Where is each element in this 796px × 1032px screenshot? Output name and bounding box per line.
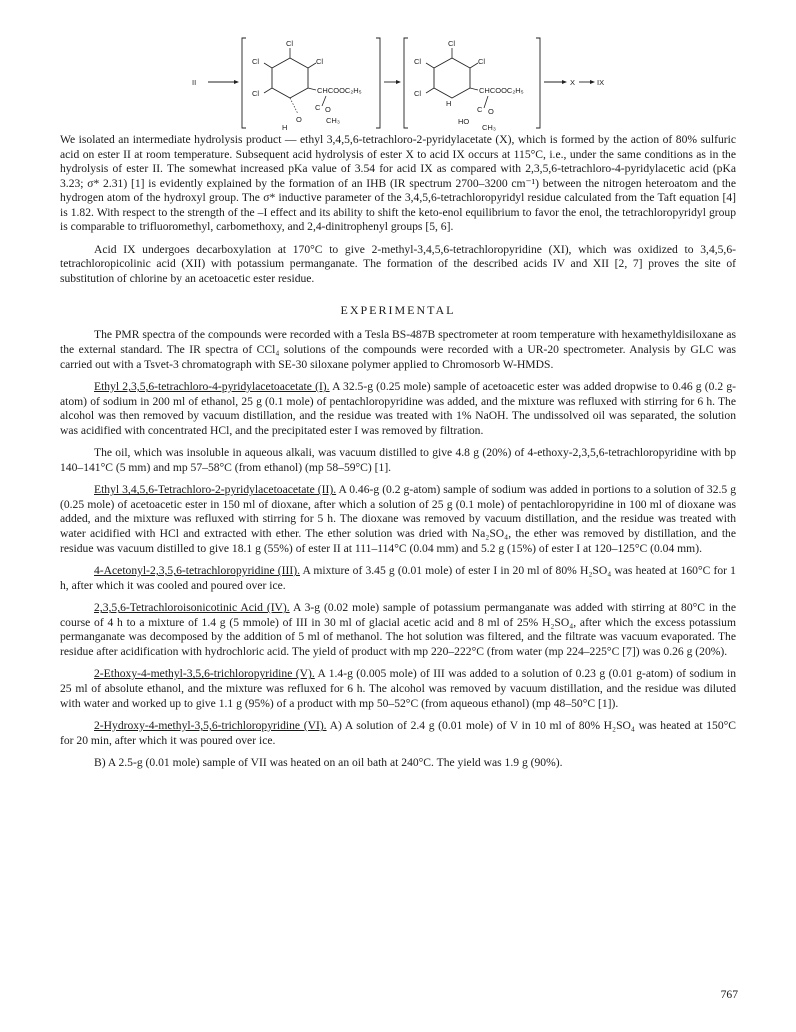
scheme-label-end: IX (597, 78, 605, 87)
compound-name-III: 4-Acetonyl-2,3,5,6-tetrachloropyridine (III). (94, 564, 300, 578)
ring1-cl-upper-left: Cl (252, 57, 260, 66)
compound-name-I: Ethyl 2,3,5,6-tetrachloro-4-pyridylacetoacetate (I). (94, 380, 330, 394)
paragraph-7 (60, 564, 736, 593)
ring1-carbonyl-o: O (325, 105, 331, 114)
ring2-cl-lower-left: Cl (414, 89, 422, 98)
ring2-ho: HO (458, 117, 470, 126)
paragraph-5: The oil, which was insoluble in aqueous alkali, was vacuum distilled to give 4.8 g (20%) of 4-ethoxy-2,3,5,6-tetrachloropyridine with bp 140–141°C (5 mm) and mp 57–58°C (from ethanol) (mp 58–59°C) [1]. (60, 446, 736, 474)
compound-name-IV: 2,3,5,6-Tetrachloroisonicotinic Acid (IV). (94, 601, 290, 615)
scheme-bracket-right-2 (536, 38, 540, 128)
reaction-scheme-drawing (190, 28, 610, 138)
paragraph-8 (60, 601, 736, 659)
ring2-cl-upper-right: Cl (478, 57, 486, 66)
ring2-enol-o: O (488, 107, 494, 116)
paragraph-8-text: A 3-g (0.02 mole) sample of potassium permanganate was added with stirring at 80°C in the course of 4 h to a mixture of 1.4 g (5 mmole) of III in 30 ml of glacial acetic acid and 8 ml of 25% H₂SO₄, after which the excess potassium permanganate was decomposed by the addition of 5 ml of methanol. The hot solution was filtered, and the filtrate was vacuum evaporated. The residue after acidification with hydrochloric acid. The yield of product with mp 220–222°C (from water (mp 224–225°C [7]) was 0.26 g (20%). (60, 601, 736, 658)
ring2-cl-upper-left: Cl (414, 57, 422, 66)
scheme-bracket-left-1 (242, 38, 246, 128)
ring1-cl-top: Cl (286, 39, 294, 48)
scheme-label-start: II (192, 78, 197, 87)
paragraph-10 (60, 719, 736, 748)
paragraph-6 (60, 483, 736, 556)
reaction-scheme (190, 28, 610, 138)
ring2-enol-c: C (477, 105, 483, 114)
ring1-h: H (282, 123, 288, 132)
ring2-substituent: CHCOOC₂H₅ (479, 86, 524, 95)
article-body (60, 133, 736, 771)
paragraph-4-text: A 32.5-g (0.25 mole) sample of acetoacetic ester was added dropwise to 0.46 g (0.2 g-atom) of sodium in 200 ml of ethanol, 25 g (0.1 mole) of pentachloropyridine was added, and the mixture was refluxed with stirring for 6 h. The alcohol was then removed by vacuum distillation, and the residue was treated with 1% NaOH. The undissolved oil was separated, the solution was acidified with concentrated HCl, and the precipitated ester I was removed by filtration. (60, 380, 736, 437)
scheme-arrowhead-1 (234, 80, 239, 84)
ring2-h: H (446, 99, 452, 108)
ring1-cl-upper-right: Cl (316, 57, 324, 66)
paragraph-11: B) A 2.5-g (0.01 mole) sample of VII was heated on an oil bath at 240°C. The yield was 1.9 g (90%). (94, 756, 563, 770)
scheme-bracket-left-2 (404, 38, 408, 128)
compound-name-V: 2-Ethoxy-4-methyl-3,5,6-trichloropyridine (V). (94, 667, 315, 681)
compound-name-VI: 2-Hydroxy-4-methyl-3,5,6-trichloropyridine (VI). (94, 719, 327, 733)
paragraph-4 (60, 380, 736, 438)
ring1-o: O (296, 115, 302, 124)
paragraph-2: Acid IX undergoes decarboxylation at 170°C to give 2-methyl-3,4,5,6-tetrachloropyridine (XI), which was oxidized to 3,4,5,6-tetrachloropicolinic acid (XII) with potassium permanganate. The formation of the described acids IV and XII [2, 7] proves the site of substitution of chlorine by an acetoacetic ester residue. (60, 242, 736, 285)
pyridine-ring-1 (272, 58, 308, 98)
ring1-methyl: CH₃ (326, 116, 340, 125)
section-heading-experimental: EXPERIMENTAL (340, 303, 456, 318)
scheme-bracket-right-1 (376, 38, 380, 128)
paragraph-9-text: A 1.4-g (0.005 mole) of III was added to a solution of 0.23 g (0.01 g-atom) of sodium in 25 ml of absolute ethanol, and the mixture was refluxed for 6 h. The alcohol was removed by vacuum distillation, and the residue was diluted with water and worked up to give 1.1 g (95%) of a product with mp 50–52°C (from aqueous ethanol) (mp 48–50°C [1]). (60, 667, 736, 710)
ring1-carbonyl-c: C (315, 103, 321, 112)
paragraph-1: We isolated an intermediate hydrolysis product — ethyl 3,4,5,6-tetrachloro-2-pyridylacetate (X), which is formed by the action of 80% sulfuric acid on ester II at room temperature. Subsequent acid hydrolysis of ester X to acid IX occurs at 115°C, i.e., under the same conditions as in the hydrolysis of ester II. The somewhat increased pKa value of 3.54 for acid IX as compared with 2,3,5,6-tetrachloro-4-pyridylacetic acid (pKa 3.23; σ* 2.31) [1] is evidently explained by the formation of an IHB (IR spectrum 2700–3200 cm⁻¹) between the nitrogen heteroatom and the hydrogen atom of the hydroxyl group. The σ* inductive parameter of the 3,4,5,6-tetrachloropyridyl residue calculated from the Taft equation [4] is 1.82. With respect to the strength of the –I effect and its ability to shift the keto-enol equilibrium to favor the enol, the tetrachloropyridyl group is comparable to trifluoromethyl, carbomethoxy, and 2,4-dinitrophenyl groups [5, 6]. (60, 133, 736, 234)
paragraph-3: The PMR spectra of the compounds were recorded with a Tesla BS-487B spectrometer at room temperature with hexamethyldisiloxane as the external standard. The IR spectra of CCl₄ solutions of the compounds were recorded with a UR-20 spectrometer. Analysis by GLC was carried out with a Tsvet-3 chromatograph with SE-30 siloxane polymer applied to Chromosorb W-HMDS. (60, 328, 736, 371)
paragraph-7-text: A mixture of 3.45 g (0.01 mole) of ester I in 20 ml of 80% H₂SO₄ was heated at 160°C for 1 h, after which it was cooled and poured over ice. (60, 564, 736, 592)
page-number: 767 (720, 988, 738, 1001)
paragraph-6-text: A 0.46-g (0.2 g-atom) sample of sodium was added in portions to a solution of 32.5 g (0.25 mole) of acetoacetic ester in 150 ml of dioxane, after which a solution of 25 g (0.1 mole) of pentachloropyridine in 100 ml of dioxane was added, and the mixture was refluxed with stirring for 5 h. The dioxane was removed by vacuum distillation, and the residue was treated with water acidified with HCl and extracted with ether. The ether solution was dried with Na₂SO₄, the ether was removed by distillation, and the residue was vacuum distilled to give 18.1 g (55%) of ester II at 111–114°C (0.04 mm) and 5.2 g (15%) of ester I at 120–125°C (0.04 mm). (60, 483, 736, 555)
ring1-substituent: CHCOOC₂H₅ (317, 86, 362, 95)
pyridine-ring-2 (434, 58, 470, 98)
scheme-label-x: X (570, 78, 576, 87)
paragraph-9 (60, 667, 736, 711)
ring2-methyl: CH₃ (482, 123, 496, 132)
paragraph-10-text: A) A solution of 2.4 g (0.01 mole) of V in 10 ml of 80% H₂SO₄ was heated at 150°C for 20 min, after which it was poured over ice. (60, 719, 736, 747)
compound-name-II: Ethyl 3,4,5,6-Tetrachloro-2-pyridylacetoacetate (II). (94, 483, 337, 497)
ring1-cl-lower-left: Cl (252, 89, 260, 98)
ring2-cl-top: Cl (448, 39, 456, 48)
